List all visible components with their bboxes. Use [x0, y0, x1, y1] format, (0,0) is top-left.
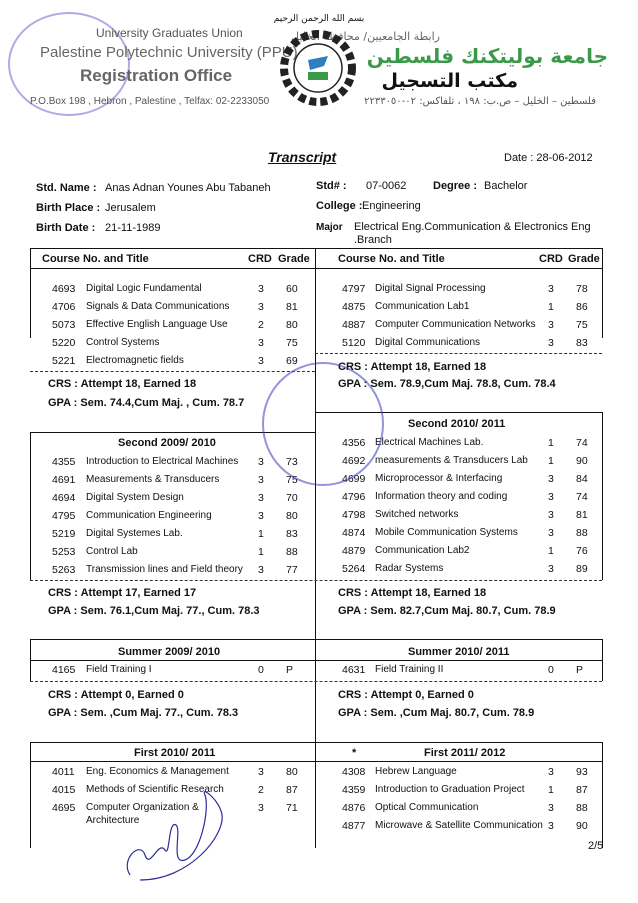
course-number: 4876	[342, 802, 366, 814]
right-crd-header: CRD	[539, 253, 563, 265]
course-credits: 3	[258, 456, 264, 468]
left-block2-gpa: GPA : Sem. 76.1,Cum Maj. 77., Cum. 78.3	[48, 605, 260, 617]
right-block2-right-border	[602, 412, 603, 580]
course-title: Eng. Economics & Management	[86, 766, 229, 777]
course-credits: 3	[258, 510, 264, 522]
left-block2-left-border	[30, 432, 31, 580]
course-title: measurements & Transducers Lab	[375, 455, 528, 466]
table-header-border	[30, 268, 602, 269]
course-credits: 1	[548, 301, 554, 313]
course-grade: 88	[286, 546, 298, 558]
course-grade: P	[286, 664, 294, 676]
university-logo	[280, 30, 356, 106]
course-grade: 90	[576, 820, 588, 832]
left-block2-crs: CRS : Attempt 17, Earned 17	[48, 587, 197, 599]
signature	[110, 780, 230, 890]
college: Engineering	[362, 200, 421, 212]
course-grade: 90	[576, 455, 588, 467]
course-grade: 74	[576, 437, 588, 449]
course-title: Communication Lab1	[375, 301, 470, 312]
left-block3-gpa: GPA : Sem. ,Cum Maj. 77., Cum. 78.3	[48, 707, 239, 719]
block4-left-border	[30, 742, 31, 848]
course-number: 4706	[52, 301, 76, 313]
course-title: Switched networks	[375, 509, 459, 520]
course-credits: 3	[548, 820, 554, 832]
course-title: Optical Communication	[375, 802, 479, 813]
right-block2-gpa: GPA : Sem. 82.7,Cum Maj. 80.7, Cum. 78.9	[338, 605, 556, 617]
course-title: Microprocessor & Interfacing	[375, 473, 503, 484]
course-title: Information theory and coding	[375, 491, 508, 502]
right-block3-gpa: GPA : Sem. ,Cum Maj. 80.7, Cum. 78.9	[338, 707, 535, 719]
course-credits: 1	[548, 437, 554, 449]
course-title: Introduction to Electrical Machines	[86, 456, 239, 467]
right-block2-crs: CRS : Attempt 18, Earned 18	[338, 587, 487, 599]
course-grade: 87	[286, 784, 298, 796]
course-grade: 83	[576, 337, 588, 349]
course-title: Field Training I	[86, 664, 152, 675]
table-top-border	[30, 248, 602, 249]
course-title: Transmission lines and Field theory	[86, 564, 243, 575]
birth-place-label: Birth Place :	[36, 202, 101, 214]
address-en: P.O.Box 198 , Hebron , Palestine , Telfax: 02-2233050	[30, 96, 270, 107]
left-course-header: Course No. and Title	[42, 253, 149, 265]
course-number: 5120	[342, 337, 366, 349]
university-seal-stamp	[262, 362, 384, 486]
course-credits: 0	[548, 664, 554, 676]
course-number: 5264	[342, 563, 366, 575]
block3-top-border	[30, 639, 602, 640]
course-credits: 1	[548, 455, 554, 467]
course-number: 4165	[52, 664, 76, 676]
course-title: Microwave & Satellite Communication	[375, 820, 543, 831]
course-number: 4011	[52, 766, 75, 778]
course-number: 5219	[52, 528, 76, 540]
course-title: Digital Systemes Lab.	[86, 528, 183, 539]
course-grade: 88	[576, 527, 588, 539]
block2-separator	[30, 580, 602, 581]
course-grade: 73	[286, 456, 298, 468]
block4-top-border	[30, 742, 602, 743]
course-grade: 70	[286, 492, 298, 504]
left-block3-crs: CRS : Attempt 0, Earned 0	[48, 689, 184, 701]
office-name-ar: مكتب التسجيل	[381, 70, 518, 92]
course-title: Control Lab	[86, 546, 138, 557]
transcript-title: Transcript	[268, 149, 337, 165]
course-credits: 1	[548, 545, 554, 557]
course-credits: 3	[548, 319, 554, 331]
course-credits: 3	[548, 563, 554, 575]
course-credits: 3	[548, 509, 554, 521]
course-number: 4796	[342, 491, 366, 503]
course-number: 4699	[342, 473, 366, 485]
course-credits: 3	[258, 564, 264, 576]
course-number: 4631	[342, 664, 366, 676]
course-credits: 3	[258, 301, 264, 313]
right-block1-gpa: GPA : Sem. 78.9,Cum Maj. 78.8, Cum. 78.4	[338, 378, 556, 390]
block4-title-underline	[30, 761, 602, 762]
right-block1-crs: CRS : Attempt 18, Earned 18	[338, 361, 487, 373]
course-grade: 81	[576, 509, 588, 521]
course-grade: 80	[286, 510, 298, 522]
right-block1-separator	[315, 353, 602, 354]
office-name-en: Registration Office	[80, 66, 233, 85]
left-block4-continuation: Architecture	[86, 815, 140, 826]
course-grade: 81	[286, 301, 298, 313]
right-block2-term: Second 2010/ 2011	[408, 418, 506, 430]
course-number: 4308	[342, 766, 366, 778]
course-credits: 3	[548, 491, 554, 503]
course-number: 4695	[52, 802, 76, 814]
course-credits: 3	[258, 355, 264, 367]
course-number: 5221	[52, 355, 76, 367]
course-number: 4015	[52, 784, 76, 796]
birth-date: 21-11-1989	[105, 222, 161, 234]
course-credits: 1	[258, 546, 264, 558]
course-title: Digital Signal Processing	[375, 283, 486, 294]
course-grade: 75	[286, 337, 298, 349]
course-number: 4797	[342, 283, 366, 295]
course-credits: 3	[548, 473, 554, 485]
course-credits: 3	[258, 474, 264, 486]
course-title: Introduction to Graduation Project	[375, 784, 525, 795]
course-credits: 3	[258, 766, 264, 778]
course-credits: 3	[548, 527, 554, 539]
course-grade: 86	[576, 301, 588, 313]
course-number: 4692	[342, 455, 366, 467]
course-grade: 80	[286, 766, 298, 778]
course-number: 5263	[52, 564, 76, 576]
major-line2: .Branch	[354, 234, 392, 246]
course-title: Computer Communication Networks	[375, 319, 536, 330]
course-title: Effective English Language Use	[86, 319, 228, 330]
right-block4-term: First 2011/ 2012	[424, 747, 506, 759]
course-grade: 71	[286, 802, 298, 814]
major-label: Major	[316, 222, 343, 233]
university-name-ar: جامعة بوليتكنك فلسطين	[366, 44, 608, 68]
right-block4-marker: *	[352, 747, 357, 759]
table-right-border	[602, 248, 603, 338]
course-credits: 3	[258, 492, 264, 504]
course-grade: 60	[286, 283, 298, 295]
course-credits: 2	[258, 319, 264, 331]
university-name-en: Palestine Polytechnic University (PPU)	[40, 44, 298, 61]
birth-place: Jerusalem	[105, 202, 156, 214]
course-number: 4874	[342, 527, 366, 539]
course-grade: 74	[576, 491, 588, 503]
course-grade: 93	[576, 766, 588, 778]
course-number: 4359	[342, 784, 366, 796]
course-grade: 75	[576, 319, 588, 331]
address-ar: فلسطين – الخليل – ص.ب: ١٩٨ ، تلفاكس: ٠٢-٢٢٣٣٠٥٠	[364, 96, 596, 107]
left-block1-crs: CRS : Attempt 18, Earned 18	[48, 378, 197, 390]
course-title: Communication Engineering	[86, 510, 212, 521]
course-grade: 88	[576, 802, 588, 814]
bismillah: بسم الله الرحمن الرحيم	[273, 14, 365, 24]
course-number: 5073	[52, 319, 76, 331]
course-title: Field Training II	[375, 664, 444, 675]
course-grade: 77	[286, 564, 298, 576]
course-credits: 3	[548, 337, 554, 349]
student-name-label: Std. Name :	[36, 182, 97, 194]
block3-separator	[30, 681, 602, 682]
course-credits: 3	[258, 337, 264, 349]
course-number: 4875	[342, 301, 366, 313]
course-title: Hebrew Language	[375, 766, 457, 777]
course-credits: 3	[548, 802, 554, 814]
course-credits: 3	[258, 802, 264, 814]
course-title: Signals & Data Communications	[86, 301, 230, 312]
left-crd-header: CRD	[248, 253, 272, 265]
course-credits: 0	[258, 664, 264, 676]
course-grade: 84	[576, 473, 588, 485]
course-credits: 3	[258, 283, 264, 295]
major-line1: Electrical Eng.Communication & Electronics Eng	[354, 221, 591, 233]
student-id-label: Std# :	[316, 180, 347, 192]
course-number: 4879	[342, 545, 366, 557]
left-block1-separator	[30, 371, 315, 372]
course-number: 4355	[52, 456, 76, 468]
course-grade: 89	[576, 563, 588, 575]
course-title: Computer Organization &	[86, 802, 199, 813]
course-number: 4887	[342, 319, 366, 331]
left-grade-header: Grade	[278, 253, 310, 265]
course-number: 4795	[52, 510, 76, 522]
birth-date-label: Birth Date :	[36, 222, 96, 234]
union-line: University Graduates Union	[96, 26, 243, 40]
right-block3-term: Summer 2010/ 2011	[408, 646, 510, 658]
course-number: 4877	[342, 820, 366, 832]
left-block2-term: Second 2009/ 2010	[118, 437, 216, 449]
union-line-ar: رابطة الجامعيين/ محافظة الخليل	[291, 30, 440, 43]
course-grade: 80	[286, 319, 298, 331]
course-credits: 3	[548, 283, 554, 295]
course-title: Electrical Machines Lab.	[375, 437, 484, 448]
course-credits: 1	[548, 784, 554, 796]
course-credits: 3	[548, 766, 554, 778]
course-title: Digital System Design	[86, 492, 184, 503]
course-title: Radar Systems	[375, 563, 444, 574]
block3-title-underline	[30, 660, 602, 661]
course-number: 4694	[52, 492, 76, 504]
right-grade-header: Grade	[568, 253, 600, 265]
page-number: 2/5	[588, 840, 604, 852]
course-title: Measurements & Transducers	[86, 474, 220, 485]
degree-label: Degree :	[433, 180, 478, 192]
college-label: College :	[316, 200, 363, 212]
course-title: Communication Lab2	[375, 545, 470, 556]
course-title: Control Systems	[86, 337, 160, 348]
course-grade: 83	[286, 528, 298, 540]
course-credits: 2	[258, 784, 264, 796]
left-block4-term: First 2010/ 2011	[134, 747, 216, 759]
table-center-divider	[315, 248, 316, 848]
course-title: Digital Logic Fundamental	[86, 283, 202, 294]
right-block3-crs: CRS : Attempt 0, Earned 0	[338, 689, 474, 701]
block4-right-border	[602, 742, 603, 848]
course-number: 4693	[52, 283, 76, 295]
course-grade: 87	[576, 784, 588, 796]
course-number: 5220	[52, 337, 76, 349]
table-left-border	[30, 248, 31, 338]
course-title: Methods of Scientific Research	[86, 784, 224, 795]
course-grade: P	[576, 664, 584, 676]
course-number: 5253	[52, 546, 76, 558]
course-grade: 78	[576, 283, 588, 295]
left-block3-term: Summer 2009/ 2010	[118, 646, 221, 658]
course-grade: 75	[286, 474, 298, 486]
course-title: Digital Communications	[375, 337, 481, 348]
course-title: Electromagnetic fields	[86, 355, 184, 366]
transcript-date: Date : 28-06-2012	[504, 152, 593, 164]
course-number: 4356	[342, 437, 366, 449]
right-course-header: Course No. and Title	[338, 253, 445, 265]
degree: Bachelor	[484, 180, 528, 192]
course-credits: 1	[258, 528, 264, 540]
course-grade: 76	[576, 545, 588, 557]
course-number: 4691	[52, 474, 76, 486]
block3-right-border	[602, 639, 603, 681]
student-id: 07-0062	[366, 180, 407, 192]
course-title: Mobile Communication Systems	[375, 527, 518, 538]
student-name: Anas Adnan Younes Abu Tabaneh	[105, 182, 271, 194]
course-grade: 69	[286, 355, 298, 367]
course-number: 4798	[342, 509, 366, 521]
left-block1-gpa: GPA : Sem. 74.4,Cum Maj. , Cum. 78.7	[48, 397, 245, 409]
